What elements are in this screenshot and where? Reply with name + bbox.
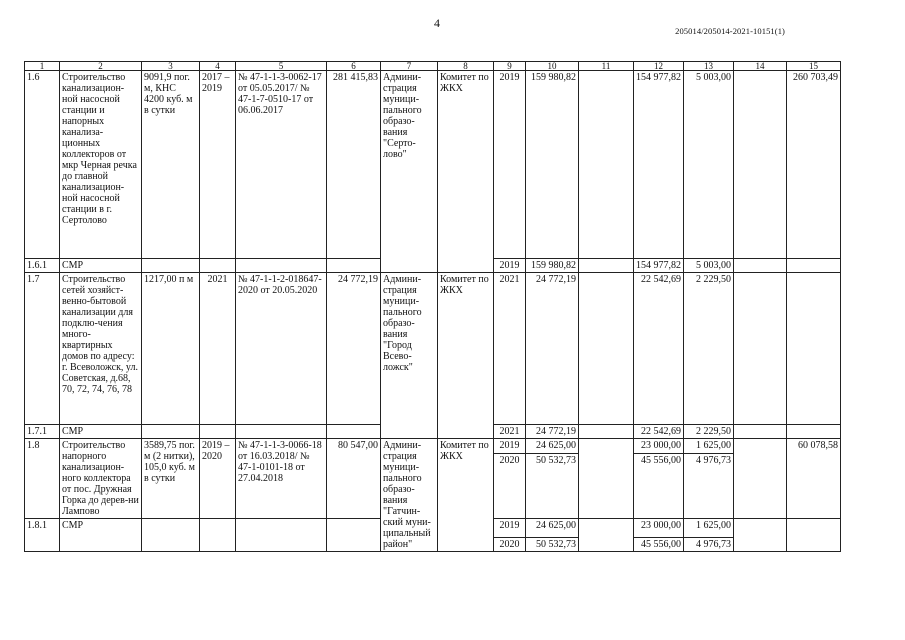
period: 2017 – 2019 (200, 71, 236, 259)
year: 2021 (494, 273, 526, 425)
table-row (25, 71, 841, 259)
table-row (25, 439, 841, 454)
row-number: 1.7.1 (25, 425, 60, 439)
column-number: 1 (25, 62, 60, 71)
capacity: 1217,00 п м (142, 273, 200, 425)
column-14-value (734, 71, 787, 259)
row-number: 1.8.1 (25, 519, 60, 552)
estimated-cost: 24 772,19 (327, 273, 381, 425)
local-budget: 1 625,00 (684, 519, 734, 538)
total: 50 532,73 (526, 454, 579, 519)
expertise-doc: № 47-1-1-3-0062-17 от 05.05.2017/ № 47-1-7-0510-17 от 06.06.2017 (236, 71, 327, 259)
column-number: 11 (579, 62, 634, 71)
capacity (142, 425, 200, 439)
regional-budget: 45 556,00 (634, 454, 684, 519)
column-11-value (579, 519, 634, 552)
year: 2019 (494, 259, 526, 273)
column-14-value (734, 273, 787, 425)
agency: Комитет по ЖКХ (438, 71, 494, 273)
regional-budget: 45 556,00 (634, 538, 684, 552)
object-name: Строительство сетей хозяйст-венно-бытовой канализации для подклю-чения много-квартирных домов по адресу: г. Всеволожск, ул. Советская, д.68, 70, 72, 74, 76, 78 (60, 273, 142, 425)
estimated-cost (327, 519, 381, 552)
total: 24 625,00 (526, 519, 579, 538)
estimated-cost: 281 415,83 (327, 71, 381, 259)
column-number: 10 (526, 62, 579, 71)
local-budget: 5 003,00 (684, 71, 734, 259)
page-number: 4 (434, 16, 440, 30)
column-number: 9 (494, 62, 526, 71)
column-14-value (734, 519, 787, 552)
estimated-cost (327, 425, 381, 439)
year: 2019 (494, 439, 526, 454)
object-name: Строительство напорного канализацион-ного коллектора от пос. Дружная Горка до дерев-ни Лампово (60, 439, 142, 519)
column-number: 3 (142, 62, 200, 71)
column-number: 4 (200, 62, 236, 71)
column-14-value (734, 259, 787, 273)
column-15-value (787, 259, 841, 273)
expertise-doc: № 47-1-1-2-018647-2020 от 20.05.2020 (236, 273, 327, 425)
year: 2020 (494, 538, 526, 552)
column-number: 8 (438, 62, 494, 71)
column-14-value (734, 439, 787, 519)
column-11-value (579, 425, 634, 439)
regional-budget: 154 977,82 (634, 259, 684, 273)
total: 159 980,82 (526, 259, 579, 273)
expertise-doc (236, 425, 327, 439)
year: 2019 (494, 71, 526, 259)
regional-budget: 22 542,69 (634, 273, 684, 425)
column-15-value: 60 078,58 (787, 439, 841, 519)
column-number: 5 (236, 62, 327, 71)
column-11-value (579, 439, 634, 519)
capacity: 9091,9 пог. м, КНС 4200 куб. м в сутки (142, 71, 200, 259)
total: 24 772,19 (526, 425, 579, 439)
year: 2020 (494, 454, 526, 519)
local-budget: 2 229,50 (684, 273, 734, 425)
column-number: 15 (787, 62, 841, 71)
local-budget: 4 976,73 (684, 538, 734, 552)
period (200, 425, 236, 439)
column-15-value: 260 703,49 (787, 71, 841, 259)
period (200, 519, 236, 552)
local-budget: 1 625,00 (684, 439, 734, 454)
expertise-doc (236, 259, 327, 273)
expertise-doc: № 47-1-1-3-0066-18 от 16.03.2018/ № 47-1-0101-18 от 27.04.2018 (236, 439, 327, 519)
document-id: 205014/205014-2021-10151(1) (675, 26, 785, 36)
column-11-value (579, 71, 634, 259)
capacity (142, 519, 200, 552)
expertise-doc (236, 519, 327, 552)
column-15-value (787, 425, 841, 439)
column-number: 6 (327, 62, 381, 71)
regional-budget: 23 000,00 (634, 439, 684, 454)
estimated-cost: 80 547,00 (327, 439, 381, 519)
total: 159 980,82 (526, 71, 579, 259)
column-11-value (579, 273, 634, 425)
row-number: 1.7 (25, 273, 60, 425)
total: 50 532,73 (526, 538, 579, 552)
capacity: 3589,75 пог. м (2 нитки), 105,0 куб. м в сутки (142, 439, 200, 519)
capacity (142, 259, 200, 273)
investment-table (24, 61, 841, 552)
row-number: 1.6.1 (25, 259, 60, 273)
regional-budget: 154 977,82 (634, 71, 684, 259)
column-number: 14 (734, 62, 787, 71)
period: 2021 (200, 273, 236, 425)
local-budget: 5 003,00 (684, 259, 734, 273)
year: 2019 (494, 519, 526, 538)
customer: Админи-страция муници-пального образо-вания "Гатчин-ский муни-ципальный район" (381, 439, 438, 552)
object-name: СМР (60, 259, 142, 273)
period (200, 259, 236, 273)
column-number-row (25, 62, 841, 71)
object-name: СМР (60, 425, 142, 439)
regional-budget: 23 000,00 (634, 519, 684, 538)
column-number: 12 (634, 62, 684, 71)
estimated-cost (327, 259, 381, 273)
row-number: 1.8 (25, 439, 60, 519)
column-11-value (579, 259, 634, 273)
year: 2021 (494, 425, 526, 439)
column-14-value (734, 425, 787, 439)
local-budget: 4 976,73 (684, 454, 734, 519)
row-number: 1.6 (25, 71, 60, 259)
object-name: СМР (60, 519, 142, 552)
period: 2019 – 2020 (200, 439, 236, 519)
object-name: Строительство канализацион-ной насосной станции и напорных канализа-ционных коллекторов от мкр Черная речка до главной канализацион-ной насосной станции в г. Сертолово (60, 71, 142, 259)
column-number: 2 (60, 62, 142, 71)
local-budget: 2 229,50 (684, 425, 734, 439)
customer: Админи-страция муници-пального образо-вания "Город Всево-ложск" (381, 273, 438, 439)
customer: Админи-страция муници-пального образо-вания "Серто-лово" (381, 71, 438, 273)
regional-budget: 22 542,69 (634, 425, 684, 439)
column-number: 13 (684, 62, 734, 71)
agency: Комитет по ЖКХ (438, 439, 494, 552)
total: 24 772,19 (526, 273, 579, 425)
agency: Комитет по ЖКХ (438, 273, 494, 439)
column-15-value (787, 519, 841, 552)
total: 24 625,00 (526, 439, 579, 454)
column-15-value (787, 273, 841, 425)
table-row (25, 273, 841, 425)
column-number: 7 (381, 62, 438, 71)
